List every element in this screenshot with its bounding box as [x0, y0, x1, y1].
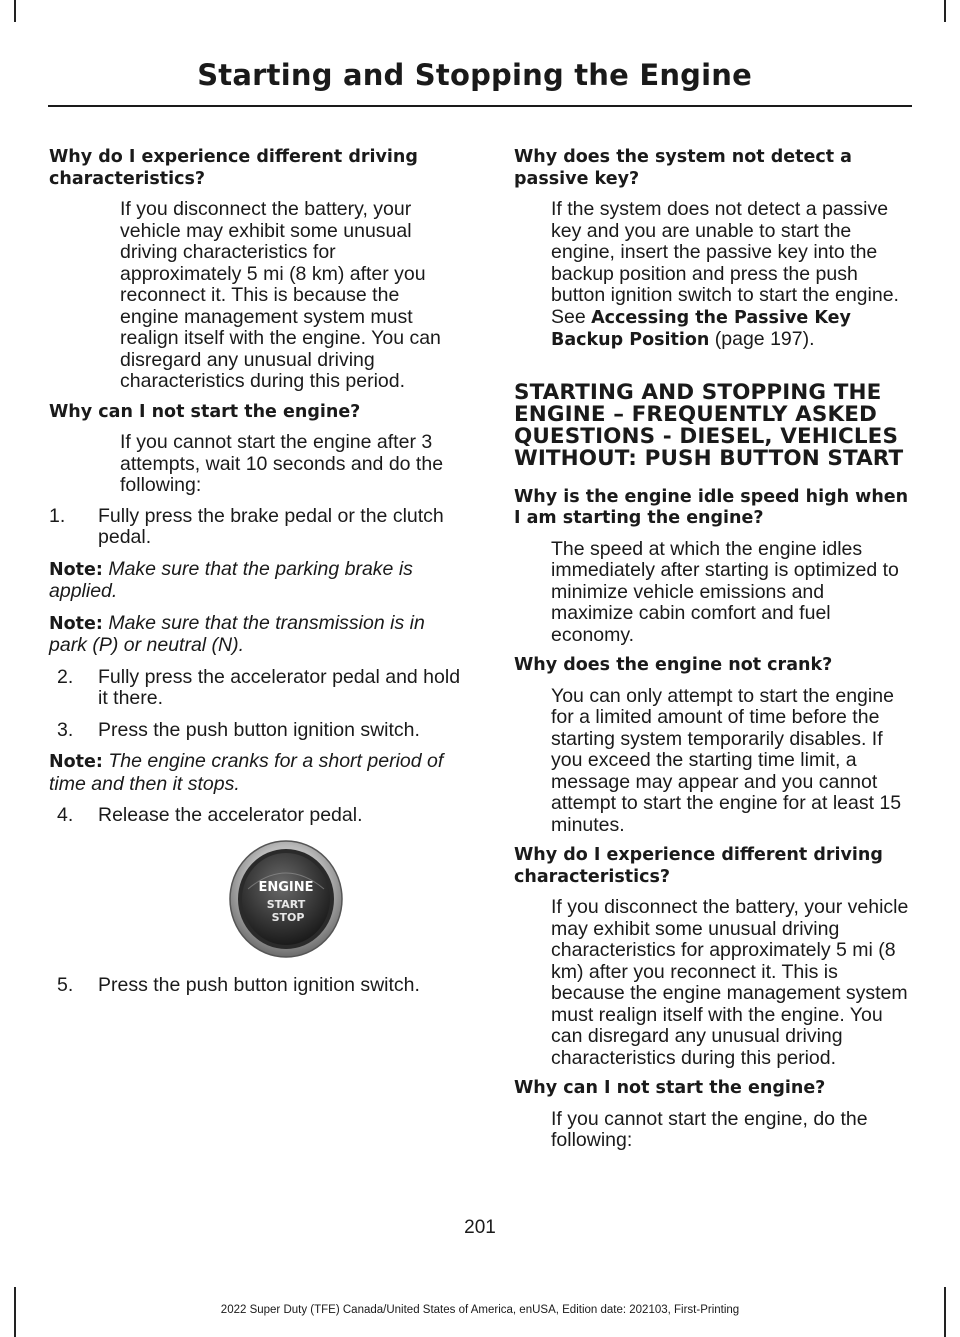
- step-text: Fully press the brake pedal or the clutch pedal.: [98, 504, 444, 548]
- answer-text: [551, 199, 910, 352]
- note-text: Make sure that the parking brake is applied.: [49, 557, 413, 602]
- question-heading: Why is the engine idle speed high when I am starting the engine?: [514, 486, 909, 528]
- right-column: [514, 147, 910, 1161]
- answer-text: If you disconnect the battery, your vehicle may exhibit some unusual driving characteristics for approximately 5 mi (8 km) after you reconnect it. This is because the engine management system must realign itself with the engine. You can disregard any unusual driving characteristics during this period.: [120, 198, 441, 392]
- edition-info: 2022 Super Duty (TFE) Canada/United States of America, enUSA, Edition date: 202103, First-Printing: [220, 1304, 740, 1316]
- step-text: Fully press the accelerator pedal and hold it there.: [98, 665, 461, 709]
- question-heading: Why does the engine not crank?: [514, 655, 833, 675]
- step-text: Press the push button ignition switch.: [98, 973, 420, 996]
- step-number: 4.: [57, 804, 74, 826]
- button-label-start: START: [266, 897, 306, 911]
- section-heading: STARTING AND STOPPING THE ENGINE – FREQUENTLY ASKED QUESTIONS - DIESEL, VEHICLES WITHOUT: PUSH BUTTON START: [514, 379, 904, 471]
- question-heading: Why do I experience different driving characteristics?: [49, 147, 418, 189]
- question-heading: Why do I experience different driving characteristics?: [514, 845, 883, 887]
- left-column: [49, 147, 461, 1006]
- note-label: Note:: [49, 613, 103, 634]
- step-item: [49, 506, 461, 549]
- answer-text: You can only attempt to start the engine for a limited amount of time before the starting system temporarily disables. If you exceed the starting time limit, a message may appear and you cannot attempt to start the engine for at least 15 minutes.: [551, 684, 902, 836]
- header-rule: [48, 105, 912, 107]
- step-number: 1.: [49, 504, 66, 527]
- step-text: Press the push button ignition switch.: [98, 718, 420, 741]
- step-number: 2.: [57, 665, 74, 688]
- step-item: [49, 720, 461, 742]
- engine-start-stop-button-icon: [226, 837, 346, 961]
- engine-start-stop-figure: [49, 837, 461, 967]
- crop-mark: [14, 0, 16, 22]
- question-heading: Why can I not start the engine?: [49, 401, 361, 422]
- question-heading: Why can I not start the engine?: [514, 1078, 826, 1098]
- answer-text: The speed at which the engine idles immediately after starting is optimized to minimize vehicle emissions and maximize cabin comfort and fuel economy.: [551, 537, 899, 646]
- page-title: Starting and Stopping the Engine: [197, 58, 752, 92]
- button-label-engine: ENGINE: [258, 879, 314, 895]
- step-item: [49, 805, 461, 827]
- button-label-stop: STOP: [271, 910, 305, 924]
- note-text: The engine cranks for a short period of time and then it stops.: [49, 750, 444, 795]
- note-label: Note:: [49, 752, 103, 772]
- step-item: [49, 667, 461, 710]
- cross-reference-link[interactable]: Accessing the Passive Key Backup Position: [551, 307, 851, 350]
- page-reference: (page 197).: [709, 328, 815, 350]
- note-label: Note:: [49, 559, 103, 580]
- answer-body: If the system does not detect a passive key and you are unable to start the engine, insert the passive key into the backup position and press the push button ignition switch to start the engine. See: [551, 198, 899, 328]
- answer-text: If you cannot start the engine after 3 attempts, wait 10 seconds and do the following:: [120, 431, 444, 496]
- note: [49, 751, 461, 795]
- crop-mark: [944, 0, 946, 22]
- question-heading: Why does the system not detect a passive key?: [514, 147, 852, 189]
- page-number: 201: [464, 1217, 496, 1238]
- step-text: Release the accelerator pedal.: [98, 804, 363, 826]
- note: [49, 559, 461, 603]
- answer-text: If you cannot start the engine, do the following:: [551, 1107, 868, 1151]
- note-text: Make sure that the transmission is in park (P) or neutral (N).: [49, 611, 425, 656]
- step-number: 5.: [57, 973, 74, 996]
- step-item: [49, 975, 461, 997]
- note: [49, 613, 461, 657]
- answer-text: If you disconnect the battery, your vehicle may exhibit some unusual driving characteristics for approximately 5 mi (8 km) after you reconnect it. This is because the engine management system must realign itself with the engine. You can disregard any unusual driving characteristics during this period.: [551, 896, 909, 1069]
- step-number: 3.: [57, 718, 74, 741]
